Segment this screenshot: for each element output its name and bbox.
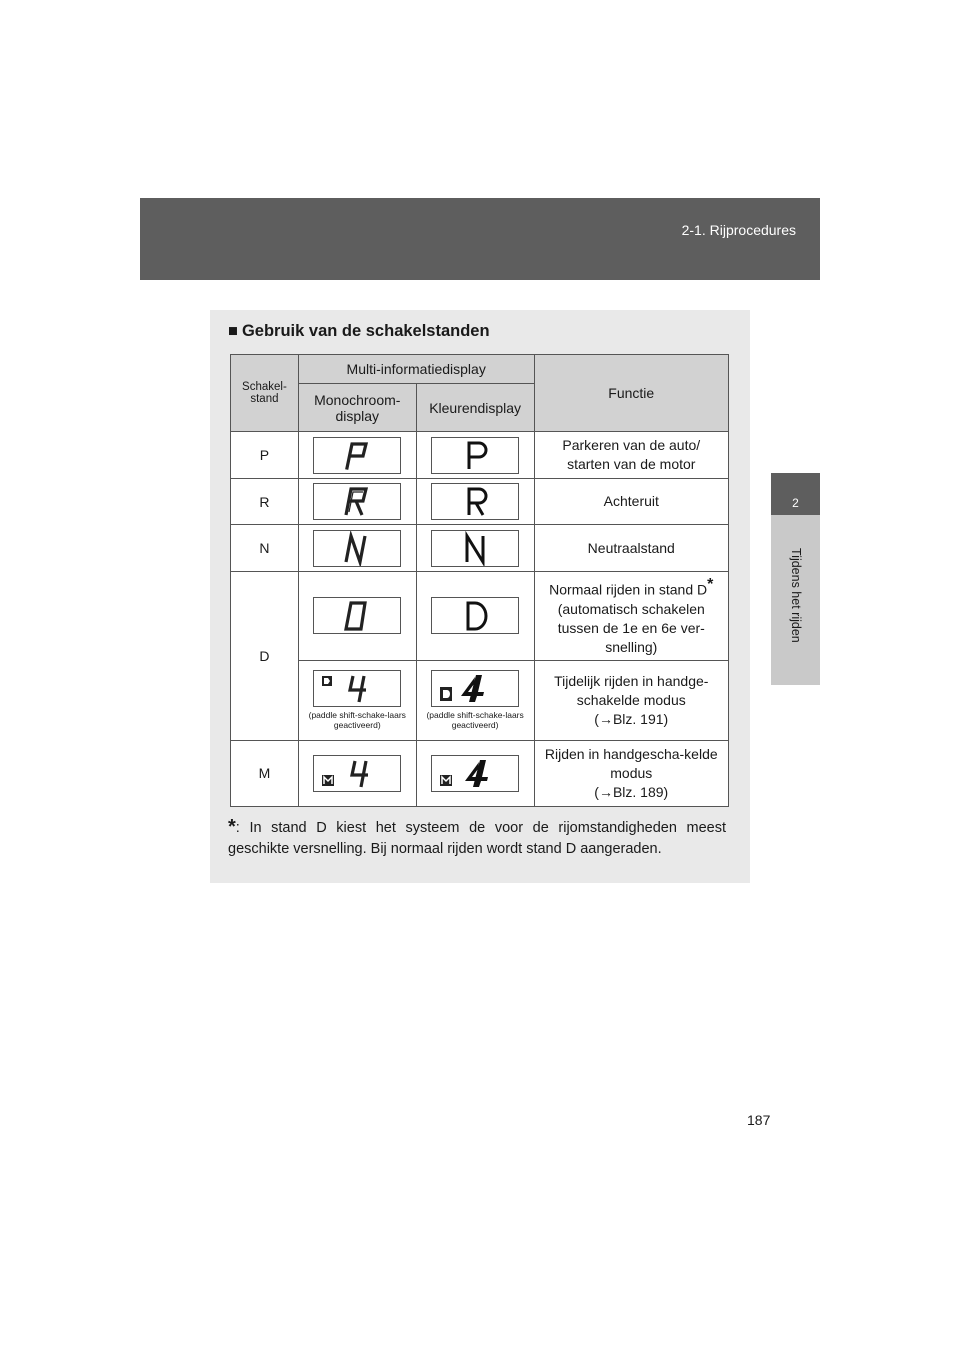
function-cell: Achteruit <box>534 479 728 525</box>
gear-n-segment-icon <box>313 530 401 567</box>
gear-r-icon <box>431 483 519 520</box>
header-color: Kleurendisplay <box>416 384 534 432</box>
shift-position-table <box>230 354 729 807</box>
heading-text: Gebruik van de schakelstanden <box>241 322 490 340</box>
gear-d-icon <box>431 597 519 634</box>
table-row <box>231 740 729 806</box>
chapter-label-text: Tijdens het rijden <box>789 548 803 643</box>
header-position: Schakel- stand <box>231 355 299 432</box>
gear-d4-segment-icon <box>313 670 401 707</box>
gear-d-segment-icon <box>313 597 401 634</box>
gear-p-icon <box>431 437 519 474</box>
function-cell: Neutraalstand <box>534 525 728 572</box>
footnote-marker: * <box>707 576 714 593</box>
header-mono: Monochroom-display <box>298 384 416 432</box>
paddle-caption: (paddle shift-schake-laars geactiveerd) <box>426 710 524 731</box>
position-cell: P <box>231 432 299 479</box>
gear-p-segment-icon <box>313 437 401 474</box>
table-row <box>231 432 729 479</box>
header-function: Functie <box>534 355 728 432</box>
gear-m4-icon <box>431 755 519 792</box>
gear-r-segment-icon <box>313 483 401 520</box>
position-cell: N <box>231 525 299 572</box>
table-row <box>231 660 729 740</box>
function-cell: Parkeren van de auto/ starten van de motor <box>534 432 728 479</box>
table-row <box>231 525 729 572</box>
page-number: 187 <box>747 1112 771 1128</box>
heading-square-icon: ■ <box>228 322 238 340</box>
header-band <box>140 198 820 280</box>
gear-m4-segment-icon <box>313 755 401 792</box>
gear-n-icon <box>431 530 519 567</box>
gear-d4-icon <box>431 670 519 707</box>
table-row <box>231 479 729 525</box>
section-heading <box>228 322 490 341</box>
chapter-label <box>783 548 803 678</box>
content-panel <box>210 310 750 883</box>
header-display: Multi-informatiedisplay <box>298 355 534 384</box>
function-cell: Rijden in handgescha-kelde modus (→Blz. 189) <box>534 740 728 806</box>
paddle-caption: (paddle shift-schake-laars geactiveerd) <box>308 710 406 731</box>
position-cell: M <box>231 740 299 806</box>
position-cell: R <box>231 479 299 525</box>
table-row <box>231 572 729 661</box>
chapter-tab <box>771 473 820 515</box>
position-cell: D <box>231 572 299 741</box>
function-cell: Normaal rijden in stand D* (automatisch schakelen tussen de 1e en 6e ver-snelling) <box>534 572 728 661</box>
function-cell: Tijdelijk rijden in handge-schakelde modus (→Blz. 191) <box>534 660 728 740</box>
section-breadcrumb: 2-1. Rijprocedures <box>681 222 796 238</box>
footnote-text: : In stand D kiest het systeem de voor de rijomstandigheden meest geschikte versnelling. Bij normaal rijden wordt stand D aangeraden. <box>228 820 726 857</box>
chapter-number: 2 <box>792 496 799 510</box>
footnote-marker: * <box>228 816 236 838</box>
footnote <box>228 818 726 860</box>
